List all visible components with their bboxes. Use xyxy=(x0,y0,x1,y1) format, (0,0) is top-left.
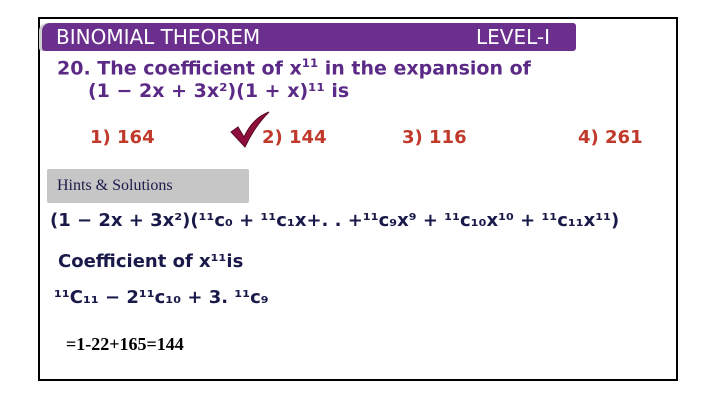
question-tail: in the expansion of xyxy=(318,57,531,80)
header-title: BINOMIAL THEOREM xyxy=(56,25,261,49)
question-number: 20. xyxy=(57,57,91,80)
header-level: LEVEL-I xyxy=(475,25,550,49)
coefficient-expression: ¹¹C₁₁ − 2¹¹c₁₀ + 3. ¹¹c₉ xyxy=(54,287,269,308)
question-line-1 xyxy=(57,56,531,79)
option-3[interactable]: 3) 116 xyxy=(402,127,467,148)
hints-solutions-box xyxy=(47,169,249,203)
option-1[interactable]: 1) 164 xyxy=(90,127,155,148)
question-line-2: (1 − 2x + 3x²)(1 + x)¹¹ is xyxy=(88,80,350,102)
final-result: =1-22+165=144 xyxy=(66,334,184,354)
option-2[interactable]: 2) 144 xyxy=(262,127,327,148)
option-4[interactable]: 4) 261 xyxy=(578,127,643,148)
question-exponent: 11 xyxy=(301,56,319,70)
coefficient-heading: Coefficient of x¹¹is xyxy=(58,251,244,272)
header-bar xyxy=(42,23,576,51)
question-text: The coefficient of x xyxy=(97,57,302,80)
solution-expansion: (1 − 2x + 3x²)(¹¹c₀ + ¹¹c₁x+. . +¹¹c₉x⁹ + ¹¹c₁₀x¹⁰ + ¹¹c₁₁x¹¹) xyxy=(50,210,620,231)
hints-solutions-label: Hints & Solutions xyxy=(57,177,173,194)
check-icon xyxy=(228,110,272,150)
